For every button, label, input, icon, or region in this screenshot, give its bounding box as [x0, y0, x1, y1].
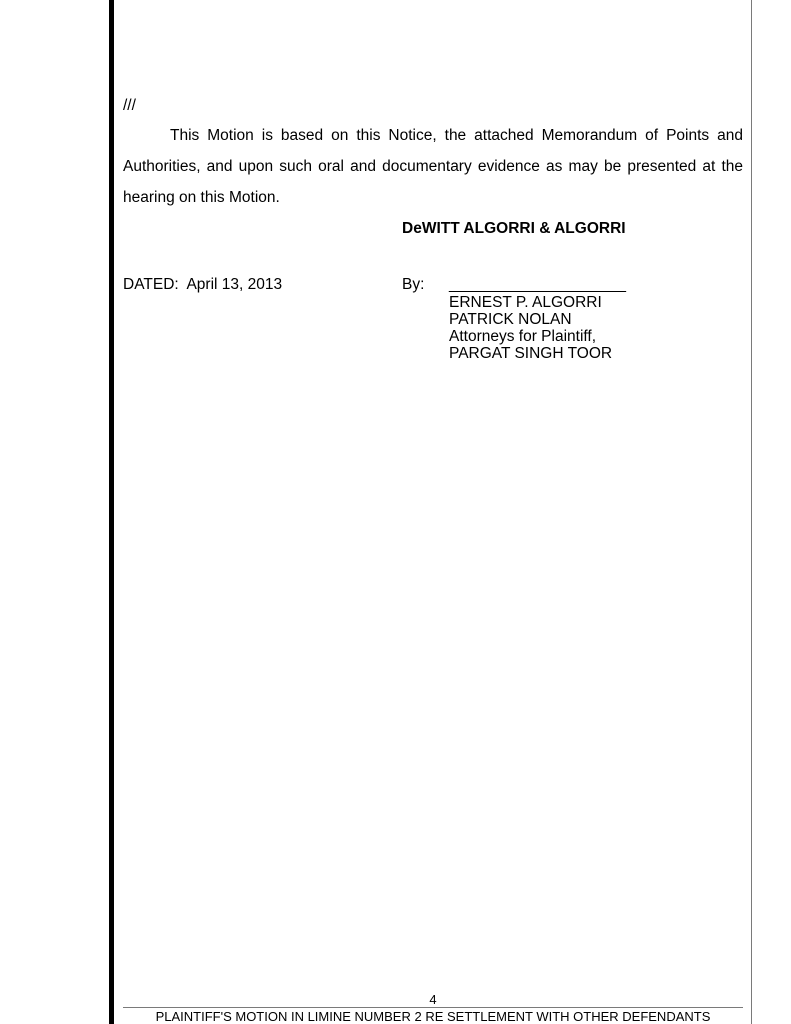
signature-line: _____________________: [449, 276, 626, 293]
signer-role: Attorneys for Plaintiff,: [449, 328, 597, 345]
dated-line: DATED: April 13, 2013: [123, 276, 283, 293]
left-margin-rule: [109, 0, 114, 1024]
page-number: 4: [429, 992, 437, 1007]
signer-name: PATRICK NOLAN: [449, 311, 572, 328]
signer-name: ERNEST P. ALGORRI: [449, 294, 602, 311]
body-paragraph: [123, 120, 743, 213]
client-name: PARGAT SINGH TOOR: [449, 345, 613, 362]
firm-name: DeWITT ALGORRI & ALGORRI: [402, 220, 626, 237]
by-label: By:: [402, 276, 425, 293]
footer-rule: [123, 1007, 743, 1008]
right-margin-rule: [751, 0, 752, 1024]
signature-block: [449, 294, 612, 362]
footer-title: PLAINTIFF'S MOTION IN LIMINE NUMBER 2 RE SETTLEMENT WITH OTHER DEFENDANTS: [155, 1009, 711, 1024]
body-paragraph-text: This Motion is based on this Notice, the attached Memorandum of Points and Authorities, and upon such oral and documentary evidence as may be presented at the hearing on this Motion.: [123, 127, 743, 206]
continuation-slashes: ///: [123, 97, 136, 114]
